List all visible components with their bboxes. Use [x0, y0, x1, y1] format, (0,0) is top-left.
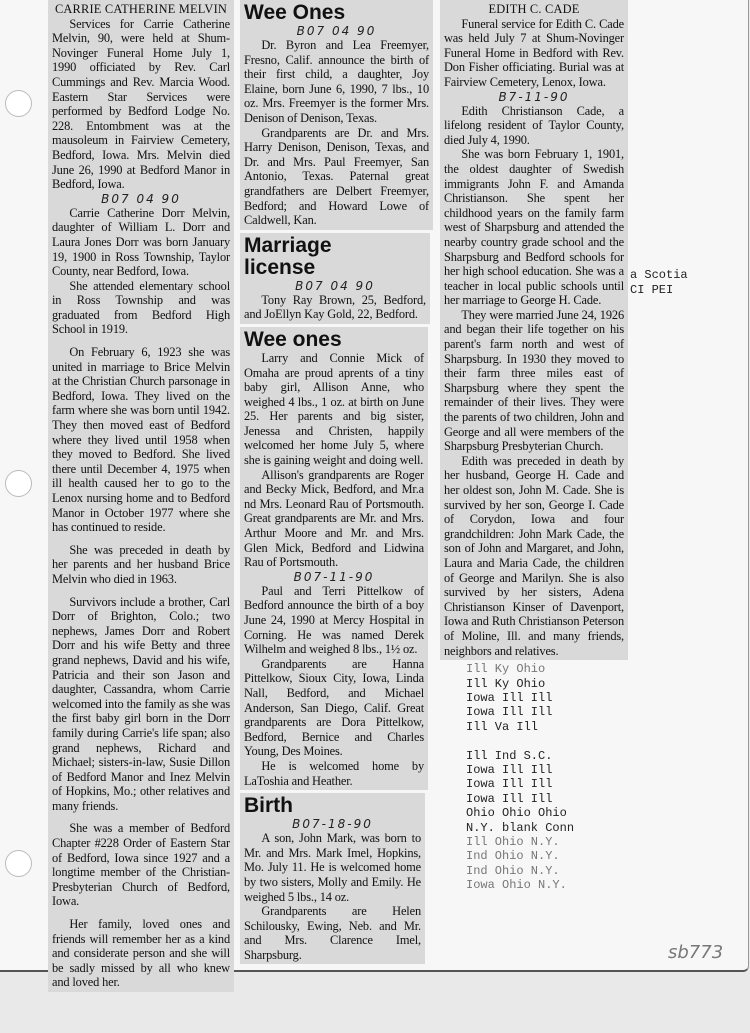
marriage-license-clipping: [240, 233, 430, 324]
typed-line: Ohio Ohio Ohio: [466, 806, 567, 821]
clipping-heading: Wee Ones: [244, 1, 346, 24]
paragraph: Carrie Catherine Dorr Melvin, daughter of William L. Dorr and Laura Jones Dorr was born January 19, 1900 in Ross Township, Taylor County, near Bedford, Iowa.: [52, 205, 230, 279]
paragraph: Grandparents are Helen Schilousky, Ewing, Neb. and Mr. and Mrs. Clarence Imel, Sharpsburg.: [244, 904, 421, 962]
paragraph: Edith was preceded in death by her husband, George H. Cade and her oldest son, John M. Cade. She is survived by her son, George I. Cade of Corydon, Iowa and four grandchildren: John Mark Cade, the son of John and Margaret, and John, Laura and Maria Cade, the children of George and Marilyn. She is also survived by her sisters, Adena Christianson Kinser of Davenport, Iowa and Ruth Christianson Peterson of Moline, Ill. and many friends, neighbors and relatives.: [444, 453, 624, 658]
paragraph: Tony Ray Brown, 25, Bedford, and JoEllyn Kay Gold, 22, Bedford.: [244, 292, 426, 322]
punch-hole: [5, 850, 32, 877]
typed-line: Ill Va Ill: [466, 719, 539, 734]
punch-hole: [5, 90, 32, 117]
obituary-title: EDITH C. CADE: [488, 2, 580, 16]
paragraph: A son, John Mark, was born to Mr. and Mrs. Mark Imel, Hopkins, Mo. July 11. He is welcomed home by two sisters, Molly and Emily. He weighed 5 lbs., 14 oz.: [244, 831, 421, 904]
paragraph: He is welcomed home by LaToshia and Heather.: [244, 758, 424, 788]
wee-ones-clipping-1: [240, 0, 433, 230]
paragraph: She attended elementary school in Ross Township and was graduated from Bedford High School in 1919.: [52, 278, 230, 337]
paragraph: Survivors include a brother, Carl Dorr of Brighton, Colo.; two nephews, James Dorr and Robert Dorr and his wife Betty and three grand nephews, David and his wife, Patricia and their son Jason and daughter, Cassandra, whom Carrie welcomed into the family as she was the first baby girl born in the Dorr family during Carrie's life span; also grand nephews, Richard and Michael; sisters-in-law, Susie Dillon of Bedford Manor and Inez Melvin of Hopkins, Mo.; other relatives and many friends.: [52, 594, 230, 813]
handwritten-date: B07-18-90: [292, 817, 373, 832]
clipping-heading: Birth: [244, 794, 293, 818]
typed-line: Iowa Ill Ill: [466, 690, 553, 705]
typed-line: Iowa Ill Ill: [466, 705, 553, 720]
clipping-heading: Wee ones: [244, 327, 342, 351]
obituary-title: CARRIE CATHERINE MELVIN: [54, 2, 228, 16]
paragraph: They were married June 24, 1926 and began their life together on his parent's farm north and west of Sharpsburg. In 1930 they moved to their farm three miles east of Sharpsburg where they spent the remainder of their lives. They were the parents of two children, John and George and all were members of the Sharpsburg Presbyterian Church.: [444, 307, 624, 454]
obituary-melvin: [48, 0, 234, 992]
handwritten-date: B07 04 90: [296, 24, 377, 38]
paragraph: Grandparents are Dr. and Mrs. Harry Denison, Denison, Texas, and Dr. and Mrs. Paul Freemyer, San Antonio, Texas. Paternal great grandfathers are Delbert Freemyer, Bedford; and Howard Lowe of Caldwell, Kan.: [244, 125, 429, 228]
typed-line: Ill Ohio N.Y.: [466, 835, 560, 849]
typed-line: Iowa Ill Ill: [466, 762, 553, 777]
clipping-heading: Marriage license: [244, 233, 332, 279]
paragraph: Services for Carrie Catherine Melvin, 90, were held at Shum-Novinger Funeral Home July 1, 1990 officiated by Rev. Carl Cummings and Rev. Marcia Wood. Eastern Star Services were performed by Bedford Lodge No. 228. Entombment was at the mausoleum in Fairview Cemetery, Bedford, Iowa. Mrs. Melvin died June 26, 1990 at Bedford Manor in Bedford, Iowa.: [52, 16, 230, 192]
paragraph: Her family, loved ones and friends will remember her as a kind and considerate person and she will be sadly missed by all who knew and loved her.: [52, 917, 230, 990]
paragraph: She was born February 1, 1901, the oldest daughter of Swedish immigrants John F. and Amanda Christianson. She spent her childhood years on the family farm west of Sharpsburg and attended the nearby country grade school and the Sharpsburg and Bedford schools for her high school education. She was a teacher in local public schools until her marriage to George H. Cade.: [444, 147, 624, 308]
typed-line: Ind Ohio N.Y.: [466, 849, 560, 864]
paragraph: Funeral service for Edith C. Cade was held July 7 at Shum-Novinger Funeral Home in Bedford with Rev. Don Fisher officiating. Burial was at Fairview Cemetery, Lenox, Iowa.: [444, 16, 624, 89]
handwritten-date: B7-11-90: [498, 89, 570, 104]
right-column: [440, 0, 628, 893]
paragraph: She was preceded in death by her parents and her husband Brice Melvin who died in 1963.: [52, 542, 230, 586]
typed-birthplace-list: [466, 662, 628, 893]
paragraph: On February 6, 1923 she was united in marriage to Brice Melvin at the Christian Church parsonage in Bedford, Iowa. They lived on the farm where she was born until 1942. They then moved east of Bedford where they lived until 1958 when they moved to Bedford. She lived there until December 4, 1975 when ill health caused her to go to the Lenox nursing home and to Bedford Manor in October 1977 where she has continued to reside.: [52, 345, 230, 535]
paragraph: Paul and Terri Pittelkow of Bedford announce the birth of a boy June 24, 1990 at Mercy Hospital in Corning. He was named Derek Wilhelm and weighed 8 lbs., 1½ oz.: [244, 583, 424, 657]
birth-clipping: [240, 793, 425, 964]
paragraph: Grandparents are Hanna Pittelkow, Sioux City, Iowa, Linda Nall, Bedford, and Michael Anderson, San Diego, Calif. Great grandparents are Dora Pittelkow, Bedford, Bernice and Charles Young, Des Moines.: [244, 656, 424, 759]
page-number: sb773: [668, 942, 724, 963]
obituary-cade: [440, 0, 628, 660]
paragraph: Larry and Connie Mick of Omaha are proud aprents of a tiny baby girl, Allison Anne, who weighed 4 lbs., 1 oz. at birth on June 25. Her parents and big sister, Jenessa and Christen, happily welcomed her home July 5, where she is gaining weight and doing well.: [244, 350, 424, 468]
typed-line: Ind Ohio N.Y.: [466, 863, 560, 878]
partial-typed-text: [630, 268, 688, 298]
typed-line: Ill Ind S.C.: [466, 748, 553, 763]
punch-hole: [5, 470, 32, 497]
typed-line: Iowa Ohio N.Y.: [466, 878, 567, 893]
handwritten-date: B07 04 90: [295, 278, 375, 293]
middle-column: [240, 0, 433, 964]
paragraph: She was a member of Bedford Chapter #228 Order of Eastern Star of Bedford, Iowa since 1927 and a longtime member of the Christian-Presbyterian Church of Bedford, Iowa.: [52, 821, 230, 909]
wee-ones-clipping-2: [240, 327, 428, 790]
typed-line: [466, 734, 628, 748]
typed-line: N.Y. blank Conn: [466, 820, 575, 835]
typed-line: CI PEI: [630, 283, 674, 297]
typed-line: Iowa Ill Ill: [466, 777, 553, 792]
typed-line: Iowa Ill Ill: [466, 791, 553, 806]
typed-line: Ill Ky Ohio: [466, 676, 546, 691]
typed-line: Ill Ky Ohio: [466, 662, 546, 677]
handwritten-date: B07-11-90: [293, 569, 375, 584]
paragraph: Allison's grandparents are Roger and Becky Mick, Bedford, and Mr.a nd Mrs. Leonard Rau of Portsmouth. Great grandparents are Mr. and Mrs. Arthur Moore and Mr. and Mrs. Glen Mick, Bedford and Lidwina Rau of Portsmouth.: [244, 467, 424, 570]
paragraph: Dr. Byron and Lea Freemyer, Fresno, Calif. announce the birth of their first child, a daughter, Joy Elaine, born June 6, 1990, 7 lbs., 10 oz. Mrs. Freemyer is the former Mrs. Denison of Denison, Texas.: [244, 38, 429, 125]
handwritten-date: B07 04 90: [101, 191, 181, 206]
typed-line: a Scotia: [630, 268, 688, 282]
paragraph: Edith Christianson Cade, a lifelong resident of Taylor County, died July 4, 1990.: [444, 103, 624, 147]
